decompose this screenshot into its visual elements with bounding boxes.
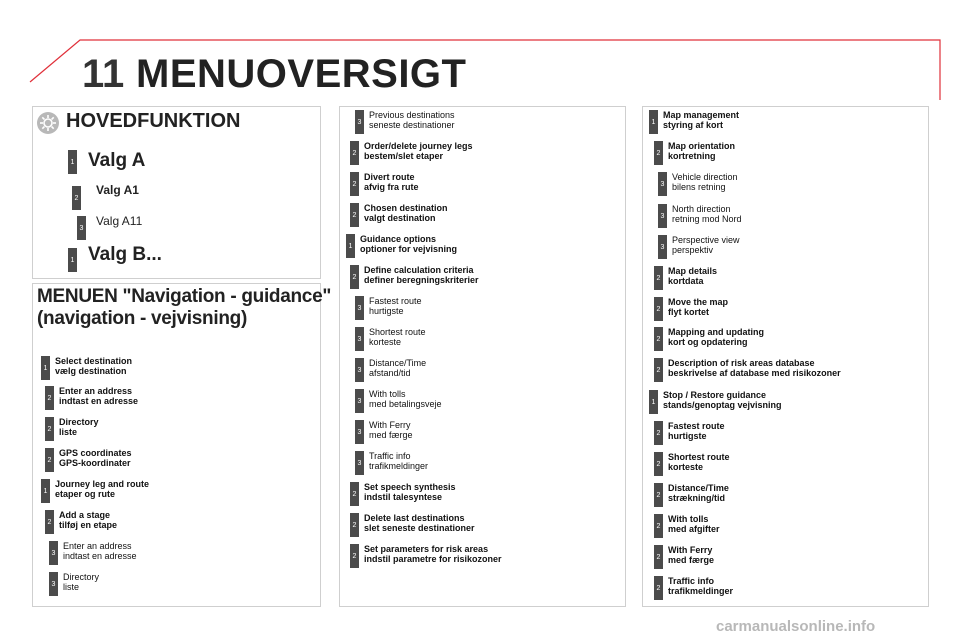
level-badge: 3 (355, 451, 364, 475)
menu-item-label: With tolls med betalingsveje (369, 389, 442, 409)
menu-title-line1: MENUEN "Navigation - guidance" (37, 286, 332, 307)
menu-item-label: Select destination vælg destination (55, 356, 133, 376)
menu-item-label: Set speech synthesis indstil talesyntese (364, 482, 456, 502)
menu-item-label: Enter an address indtast en adresse (63, 541, 137, 561)
menu-item-label: Mapping and updating kort og opdatering (668, 327, 764, 347)
level-badge: 1 (346, 234, 355, 258)
level-badge: 3 (658, 172, 667, 196)
menu-item-label: Stop / Restore guidance stands/genoptag vejvisning (663, 390, 782, 410)
valg-a11: Valg A11 (96, 214, 143, 228)
menu-item-label: Divert route afvig fra rute (364, 172, 419, 192)
level-badge: 1 (649, 390, 658, 414)
menu-item-label: Set parameters for risk areas indstil parametre for risikozoner (364, 544, 502, 564)
menu-item-label: Distance/Time afstand/tid (369, 358, 427, 378)
level-badge: 2 (654, 483, 663, 507)
level-badge: 3 (49, 541, 58, 565)
level-badge: 2 (654, 297, 663, 321)
menu-item-label: Shortest route korteste (369, 327, 426, 347)
level-badge: 2 (350, 265, 359, 289)
menu-item-label: Move the map flyt kortet (668, 297, 729, 317)
level-badge: 2 (45, 386, 54, 410)
valg-a1: Valg A1 (96, 183, 139, 197)
level-badge: 2 (350, 172, 359, 196)
level-badge: 3 (355, 358, 364, 382)
menu-item-label: With tolls med afgifter (668, 514, 720, 534)
level-badge: 3 (658, 204, 667, 228)
menu-item-label: Distance/Time strækning/tid (668, 483, 729, 503)
valg-a: Valg A (88, 150, 146, 171)
menu-item-label: Guidance options optioner for vejvisning (360, 234, 458, 254)
level-badge: 3 (355, 327, 364, 351)
menu-item-label: Delete last destinations slet seneste destinationer (364, 513, 475, 533)
level-badge: 1 (68, 150, 77, 174)
menu-title-line2: (navigation - vejvisning) (37, 308, 247, 329)
gear-icon (37, 112, 59, 134)
menu-item-label: Fastest route hurtigste (668, 421, 725, 441)
valg-b: Valg B... (88, 244, 162, 265)
level-badge: 2 (72, 186, 81, 210)
level-badge: 2 (350, 513, 359, 537)
level-badge: 2 (654, 452, 663, 476)
level-badge: 1 (649, 110, 658, 134)
menu-title (37, 286, 331, 330)
menu-item-label: With Ferry med færge (668, 545, 715, 565)
menu-item-label: Map orientation kortretning (668, 141, 735, 161)
level-badge: 2 (654, 327, 663, 351)
level-badge: 2 (654, 141, 663, 165)
menu-item-label: Directory liste (63, 572, 100, 592)
menu-item-label: GPS coordinates GPS-koordinater (59, 448, 132, 468)
level-badge: 1 (68, 248, 77, 272)
menu-item-label: Directory liste (59, 417, 99, 437)
level-badge: 3 (355, 389, 364, 413)
menu-item-label: Vehicle direction bilens retning (672, 172, 738, 192)
level-badge: 2 (654, 576, 663, 600)
menu-item-label: Map management styring af kort (663, 110, 740, 130)
level-badge: 2 (45, 417, 54, 441)
level-badge: 3 (77, 216, 86, 240)
level-badge: 3 (355, 110, 364, 134)
menu-item-label: North direction retning mod Nord (672, 204, 742, 224)
menu-item-label: Enter an address indtast en adresse (59, 386, 139, 406)
menu-item-label: Journey leg and route etaper og rute (55, 479, 150, 499)
level-badge: 3 (49, 572, 58, 596)
level-badge: 2 (45, 510, 54, 534)
level-badge: 2 (350, 482, 359, 506)
page-number: 11 (82, 52, 125, 96)
level-badge: 2 (45, 448, 54, 472)
level-badge: 1 (41, 479, 50, 503)
level-badge: 2 (654, 266, 663, 290)
menu-item-label: With Ferry med færge (369, 420, 413, 440)
level-badge: 2 (654, 358, 663, 382)
menu-item-label: Shortest route korteste (668, 452, 730, 472)
menu-item-label: Add a stage tilføj en etape (59, 510, 118, 530)
page-title: MENUOVERSIGT (136, 52, 467, 96)
level-badge: 2 (350, 544, 359, 568)
level-badge: 3 (658, 235, 667, 259)
level-badge: 2 (654, 514, 663, 538)
page-header (0, 0, 960, 100)
level-badge: 2 (350, 141, 359, 165)
level-badge: 3 (355, 296, 364, 320)
menu-item-label: Order/delete journey legs bestem/slet etaper (364, 141, 473, 161)
level-badge: 1 (41, 356, 50, 380)
menu-item-label: Previous destinations seneste destinationer (369, 110, 455, 130)
level-badge: 2 (654, 421, 663, 445)
menu-item-label: Traffic info trafikmeldinger (369, 451, 429, 471)
level-badge: 3 (355, 420, 364, 444)
menu-item-label: Chosen destination valgt destination (364, 203, 448, 223)
level-badge: 2 (654, 545, 663, 569)
menu-item-label: Define calculation criteria definer beregningskriterier (364, 265, 479, 285)
menu-item-label: Map details kortdata (668, 266, 718, 286)
menu-item-label: Traffic info trafikmeldinger (668, 576, 734, 596)
menu-item-label: Description of risk areas database beskrivelse af database med risikozoner (668, 358, 841, 378)
menu-item-label: Fastest route hurtigste (369, 296, 422, 316)
menu-item-label: Perspective view perspektiv (672, 235, 740, 255)
level-badge: 2 (350, 203, 359, 227)
hovedfunktion-title: HOVEDFUNKTION (66, 110, 241, 132)
watermark: carmanualsonline.info (716, 618, 876, 635)
